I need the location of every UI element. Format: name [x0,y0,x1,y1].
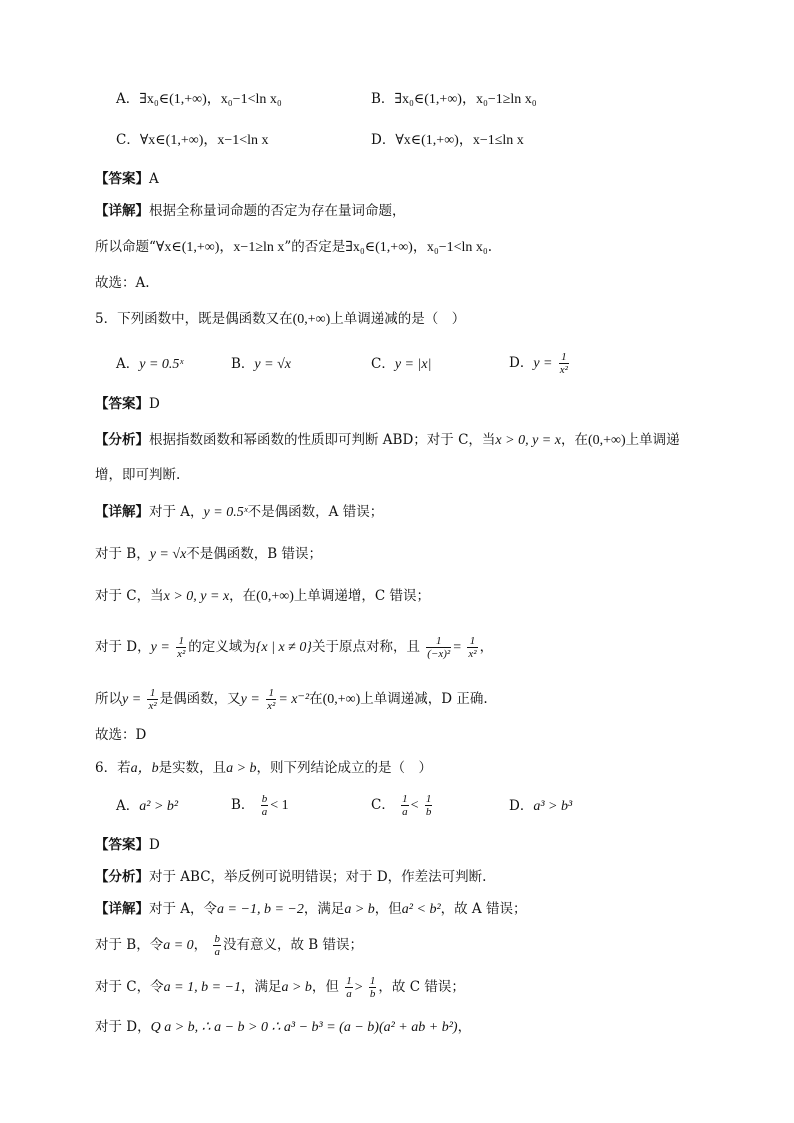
detail-tag: 【详解】 [95,901,149,917]
detail-math: a = 0 [163,938,194,953]
detail-math: Q a > b, ∴ a − b > 0 ∴ a³ − b³ = (a − b)(a² + ab + b²) [150,1020,458,1035]
fraction [213,933,221,958]
detail-text: ，在 [229,588,257,604]
numerator: 1 [266,687,276,700]
answer-tag: 【答案】 [95,396,149,412]
option-label: A． [116,91,140,107]
option-math: < [410,798,419,813]
answer-value: D [149,396,160,412]
numerator: 1 [426,635,451,648]
detail-text: 不是偶函数，A 错误； [247,504,384,520]
detail-text: 对于 C，当 [95,588,164,604]
q6-detail-1 [95,900,526,919]
q5-choice [95,726,146,744]
detail-text: 在 [309,691,323,707]
detail-math: ∃x₀∈(1,+∞)，x₀−1<ln x₀ [345,240,488,255]
q5-detail-2 [95,545,322,564]
q6-option-c [371,790,434,821]
option-math: a³ > b³ [533,799,573,814]
detail-math: a² < b² [401,902,441,917]
answer-value: D [149,837,160,853]
detail-math: x > 0, y = x [163,589,230,604]
detail-text: 对于 D， [95,1019,151,1035]
option-label: C． [371,356,395,372]
fraction [176,635,186,660]
numerator: 1 [147,687,157,700]
option-label: D． [371,132,396,148]
q4-option-a [116,90,282,109]
analysis-text: 增，即可判断. [95,467,181,483]
numerator: 1 [346,975,352,987]
detail-text: ，故 C 错误； [378,979,465,995]
denominator: x² [468,648,477,660]
detail-text: ，满足 [240,979,282,995]
stem-text: 6．若 [95,760,131,776]
q5-stem [95,310,465,329]
q6-option-b [231,790,289,821]
denominator: x² [267,700,276,712]
denominator: a [346,988,352,1000]
option-math: ∃x₀∈(1,+∞)，x₀−1<ln x₀ [139,92,282,107]
q5-option-c [371,355,431,374]
stem-text: ，则下列结论成立的是（ ） [256,760,433,776]
q5-analysis-1 [95,431,680,450]
fraction [559,351,569,376]
option-label: C． [371,797,395,813]
analysis-text: 对于 ABC，举反例可说明错误；对于 D，作差法可判断. [149,869,487,885]
detail-text: . [487,239,493,255]
detail-math: = [453,640,462,655]
detail-text: 所以命题“ [95,239,156,255]
detail-text: 对于 B， [95,546,150,562]
detail-text: 所以 [95,691,122,707]
q4-option-b [371,90,537,109]
denominator: a [402,806,408,818]
detail-text: ， [479,639,494,655]
answer-tag: 【答案】 [95,171,149,187]
analysis-tag: 【分析】 [95,432,149,448]
fraction [467,635,477,660]
answer-value: A [149,171,159,187]
detail-text: ”的否定是 [284,239,346,255]
option-math: y = √x [254,357,291,372]
detail-text: ，但 [374,901,402,917]
detail-tag: 【详解】 [95,504,149,520]
q5-detail-3 [95,587,430,606]
q4-detail-1 [95,202,406,220]
numerator: b [214,933,220,945]
detail-math: a > b [344,902,375,917]
fraction [401,793,409,818]
option-math: ∀x∈(1,+∞)，x−1≤ln x [395,133,524,148]
detail-math: = x⁻² [278,692,310,707]
analysis-math: x > 0, y = x [495,433,561,448]
denominator: x² [559,364,568,376]
detail-math: ∀x∈(1,+∞)，x−1≥ln x [155,240,285,255]
denominator: a [261,806,268,818]
q4-detail-2 [95,238,492,257]
detail-text: 对于 A，令 [149,901,218,917]
numerator: 1 [176,635,186,648]
detail-math: (0,+∞) [256,589,294,604]
detail-math: y = [150,640,170,655]
fraction [261,793,269,818]
option-label: A． [116,798,140,814]
denominator: (−x)² [427,648,451,660]
option-math: y = 0.5ˣ [139,357,184,372]
detail-text: 关于原点对称，且 [311,639,420,655]
option-label: B． [371,91,395,107]
q5-option-b [231,355,291,374]
option-math: a² > b² [139,799,179,814]
detail-math: y = 0.5ˣ [203,505,248,520]
q4-option-d [371,131,524,150]
option-math: ∀x∈(1,+∞)，x−1<ln x [139,133,269,148]
fraction [369,975,377,1000]
q5-detail-5 [95,684,488,715]
option-label: B． [231,797,255,813]
stem-math: a，b [130,761,159,776]
choice-text: 故选：D [95,727,147,743]
stem-text: 5．下列函数中，既是偶函数又在 [95,311,293,327]
fraction [425,793,433,818]
fraction [345,975,353,1000]
detail-text: ，故 A 错误； [440,901,527,917]
choice-text: 故选：A. [95,275,150,291]
option-label: B． [231,356,255,372]
q6-option-a [116,797,178,816]
fraction [266,687,276,712]
q6-detail-3 [95,972,465,1003]
analysis-text: 根据指数函数和幂函数的性质即可判断 ABD；对于 C，当 [149,432,496,448]
q4-answer [95,170,159,188]
q5-option-d [509,348,571,379]
denominator: b [369,988,376,1000]
detail-text: 是偶函数，又 [159,691,241,707]
denominator: b [425,806,432,818]
stem-math: a > b [226,761,257,776]
detail-text: 的定义域为 [188,639,256,655]
option-label: A． [116,356,140,372]
detail-text: ，但 [311,979,339,995]
numerator: 1 [467,635,477,648]
detail-text: 没有意义，故 B 错误； [222,937,363,953]
q6-detail-4 [95,1018,471,1037]
numerator: 1 [369,975,376,987]
numerator: 1 [425,793,432,805]
option-math: < 1 [270,798,289,813]
q6-option-d [509,797,572,816]
stem-math: (0,+∞) [292,312,331,327]
q5-answer [95,395,160,413]
denominator: x² [177,648,186,660]
stem-text: 上单调递减的是（ ） [330,311,466,327]
option-label: D． [509,798,534,814]
numerator: b [261,793,268,805]
q5-option-a [116,355,183,374]
detail-text: 对于 D， [95,639,151,655]
analysis-math: (0,+∞) [587,433,626,448]
analysis-text: ，在 [560,432,588,448]
denominator: a [214,946,220,958]
detail-math: y = [240,692,260,707]
detail-text: 根据全称量词命题的否定为存在量词命题， [149,203,406,219]
detail-text: 对于 A， [149,504,204,520]
detail-math: y = √x [149,547,187,562]
detail-text: 上单调递减，D 正确. [360,691,488,707]
detail-math: {x | x ≠ 0} [255,640,312,655]
detail-math: y = [122,692,142,707]
fraction [426,635,451,660]
detail-text: 上单调递增，C 错误； [293,588,430,604]
fraction [147,687,157,712]
option-label: C． [116,132,140,148]
option-math: y = [533,356,553,371]
option-math: y = |x| [394,357,432,372]
detail-text: ， [457,1019,472,1035]
detail-tag: 【详解】 [95,203,149,219]
q6-detail-2 [95,930,363,961]
analysis-tag: 【分析】 [95,869,149,885]
option-label: D． [509,355,534,371]
q6-analysis [95,868,486,886]
q5-detail-1 [95,503,383,522]
detail-math: a = −1, b = −2 [217,902,304,917]
numerator: 1 [402,793,408,805]
detail-math: a = 1, b = −1 [163,980,241,995]
detail-math: a > b [281,980,312,995]
detail-text: ， [193,937,208,953]
q5-analysis-2 [95,466,180,484]
q6-stem [95,759,432,778]
q4-option-c [116,131,269,150]
detail-math: > [354,980,363,995]
answer-tag: 【答案】 [95,837,149,853]
stem-text: 是实数，且 [158,760,227,776]
analysis-text: 上单调递 [625,432,680,448]
detail-math: (0,+∞) [322,692,361,707]
denominator: x² [148,700,157,712]
detail-text: 对于 B，令 [95,937,164,953]
q5-detail-4 [95,632,493,663]
q4-choice [95,274,150,292]
numerator: 1 [559,351,569,364]
detail-text: 不是偶函数，B 错误； [186,546,322,562]
q6-answer [95,836,160,854]
detail-text: 对于 C，令 [95,979,164,995]
option-math: ∃x₀∈(1,+∞)，x₀−1≥ln x₀ [394,92,537,107]
detail-text: ，满足 [303,901,345,917]
